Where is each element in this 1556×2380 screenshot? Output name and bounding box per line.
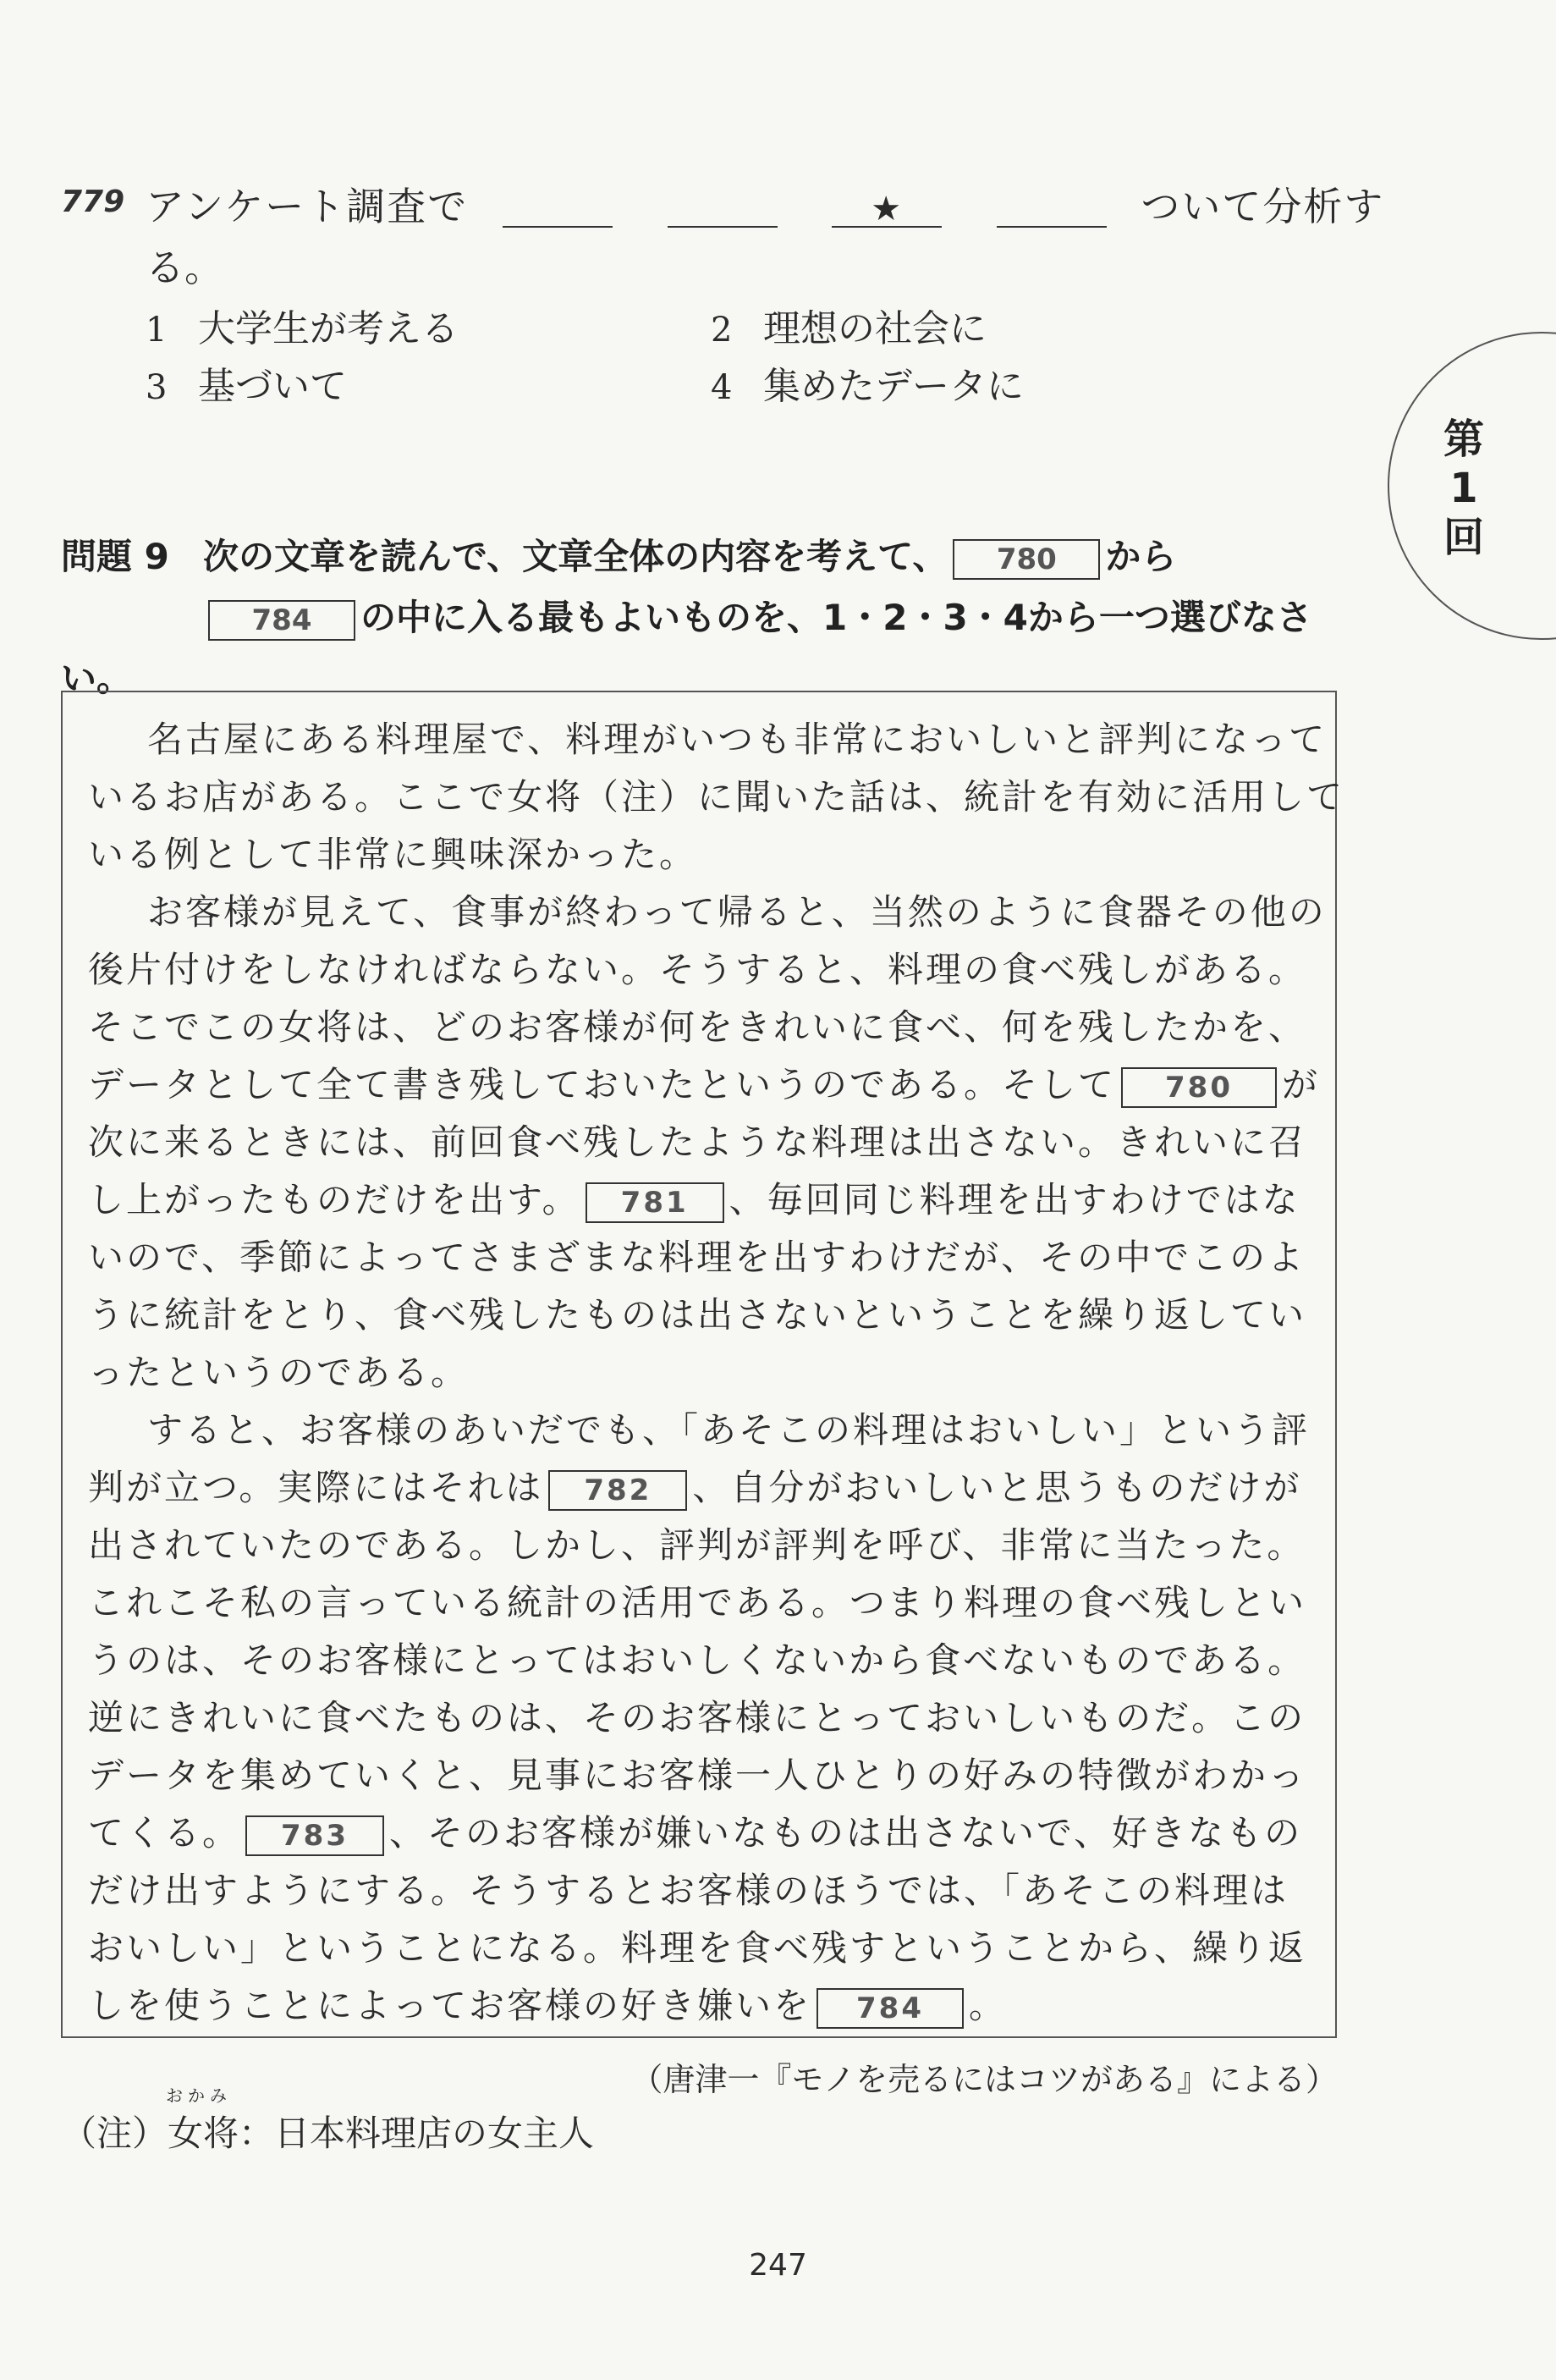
question-779-sentence [146, 176, 1385, 232]
passage-line: お客様が見えて、食事が終わって帰ると、当然のように食器その他の [147, 891, 1327, 933]
question-text-start: アンケート調査で [146, 184, 469, 229]
passage-line: 後片付けをしなければならない。そうすると、料理の食べ残しがある。 [88, 949, 1307, 990]
passage-line: 次に来るときには、前回食べ残したような料理は出さない。きれいに召 [88, 1121, 1307, 1163]
answer-blank-2 [668, 192, 778, 228]
passage-line: てくる。 783 、そのお客様が嫌いなものは出さないで、好きなもの [88, 1811, 1302, 1856]
passage-line: そこでこの女将は、どのお客様が何をきれいに食べ、何を残したかを、 [88, 1006, 1307, 1048]
question-text-end: ついて分析す [1141, 184, 1385, 229]
passage-box [61, 691, 1345, 2038]
question-text-cont: る。 [146, 245, 223, 290]
blank-781: 781 [586, 1182, 724, 1223]
passage-line: データを集めていくと、見事にお客様一人ひとりの好みの特徴がわかっ [88, 1755, 1307, 1796]
passage-line: データとして全て書き残しておいたというのである。そして 780 が [88, 1063, 1320, 1108]
problem-label: 問題 9 [61, 536, 169, 577]
ref-box-784: 784 [208, 600, 355, 641]
instruction: 問題 9 次の文章を読んで、文章全体の内容を考えて、 780 から 784 の中に入る最もよいものを、1・2・3・4から一つ選びなさい。 [61, 526, 1364, 709]
section-tab-label: 第 1 回 [1443, 416, 1484, 561]
passage-line: すると、お客様のあいだでも、「あそこの料理はおいしい」という評 [147, 1409, 1311, 1451]
passage-line: 名古屋にある料理屋で、料理がいつも非常においしいと評判になって [147, 719, 1328, 760]
option-1: 1 大学生が考える [146, 307, 459, 350]
passage-line: いる例として非常に興味深かった。 [88, 834, 698, 875]
passage-line: 判が立つ。実際にはそれは 782 、自分がおいしいと思うものだけが [88, 1466, 1301, 1511]
passage-line: いるお店がある。ここで女将（注）に聞いた話は、統計を有効に活用して [88, 776, 1345, 818]
passage-line: ったというのである。 [88, 1352, 470, 1393]
passage-line: うに統計をとり、食べ残したものは出さないということを繰り返してい [88, 1294, 1307, 1336]
passage-line: しを使うことによってお客様の好き嫌いを 784 。 [88, 1984, 1007, 2029]
question-number: 779 [61, 185, 125, 219]
answer-blank-1 [503, 192, 613, 228]
passage-line: これこそ私の言っている統計の活用である。つまり料理の食べ残しとい [88, 1582, 1307, 1623]
blank-783: 783 [245, 1815, 384, 1856]
page-number: 247 [749, 2248, 807, 2283]
answer-blank-4 [997, 192, 1107, 228]
answer-blank-star: ★ [832, 192, 942, 228]
note-ruby: おかみ [166, 2085, 232, 2106]
blank-780: 780 [1121, 1067, 1277, 1108]
passage-line: いので、季節によってさまざまな料理を出すわけだが、その中でこのよ [88, 1237, 1306, 1278]
passage-line: し上がったものだけを出す。 781 、毎回同じ料理を出すわけではな [88, 1178, 1300, 1223]
option-2: 2 理想の社会に [711, 307, 987, 350]
passage-line: だけ出すようにする。そうするとお客様のほうでは、「あそこの料理は [88, 1870, 1289, 1911]
blank-784: 784 [816, 1988, 964, 2029]
passage-line: 逆にきれいに食べたものは、そのお客様にとっておいしいものだ。この [88, 1697, 1306, 1738]
source-citation: （唐津一『モノを売るにはコツがある』による） [630, 2061, 1338, 2098]
passage-line: おいしい」ということになる。料理を食べ残すということから、繰り返 [88, 1927, 1307, 1969]
blank-782: 782 [548, 1470, 687, 1511]
option-4: 4 集めたデータに [711, 365, 1024, 408]
ref-box-780: 780 [953, 539, 1100, 580]
passage-line: うのは、そのお客様にとってはおいしくないから食べないものである。 [88, 1639, 1306, 1681]
footnote: （注）女将：日本料理店の女主人 [61, 2113, 595, 2154]
passage-line: 出されていたのである。しかし、評判が評判を呼び、非常に当たった。 [88, 1524, 1306, 1566]
option-3: 3 基づいて [146, 365, 347, 408]
